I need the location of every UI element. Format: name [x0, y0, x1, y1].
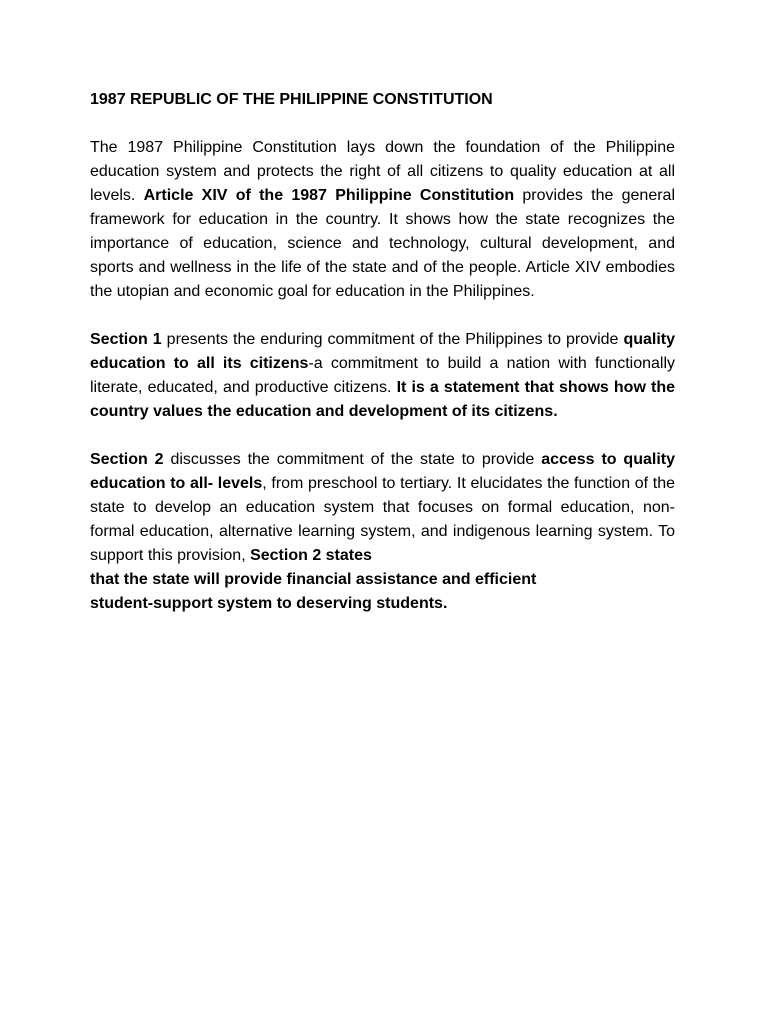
section-2-text-1: discusses the commitment of the state to provide [163, 451, 542, 468]
paragraph-intro [90, 136, 675, 304]
section-2-text-2: , from preschool to tertiary. It elucidates the function of the state to develop an education system that focuses on formal education, non-formal education, alternative learning system, and indigenous learning system. To support this provision, [90, 475, 676, 564]
paragraph-section-1 [90, 328, 675, 424]
section-2-bold-line-3: student-support system to deserving students. [90, 595, 448, 612]
section-1-bold-statement: It is a statement that shows how the country values the education and development of its citizens. [90, 379, 675, 420]
intro-text-1: The 1987 Philippine Constitution lays down the foundation of the Philippine education system and protects the right of all citizens to quality education at all levels. [90, 139, 675, 204]
intro-text-2: provides the general framework for education in the country. It shows how the state recognizes the importance of education, science and technology, cultural development, and sports and wellness in the life of the state and of the people. Article XIV embodies the utopian and economic goal for education in the Philippines. [90, 187, 676, 300]
section-1-text-1: presents the enduring commitment of the Philippines to provide [161, 331, 624, 348]
section-1-label: Section 1 [90, 331, 162, 348]
document-title: 1987 REPUBLIC OF THE PHILIPPINE CONSTITUTION [90, 91, 493, 108]
section-1-text-2: -a commitment to build a nation with functionally literate, educated, and productive citizens. [90, 355, 676, 396]
section-1-bold-quality: quality education to all its citizens [90, 331, 675, 372]
document-page [90, 88, 675, 640]
section-2-bold-states: Section 2 states [250, 547, 372, 564]
paragraph-section-2 [90, 448, 675, 616]
intro-bold-article: Article XIV of the 1987 Philippine Constitution [143, 187, 515, 204]
section-2-label: Section 2 [90, 451, 164, 468]
section-2-bold-access: access to quality education to all- levels [90, 451, 675, 492]
section-2-bold-line-2: that the state will provide financial assistance and efficient [90, 571, 537, 588]
